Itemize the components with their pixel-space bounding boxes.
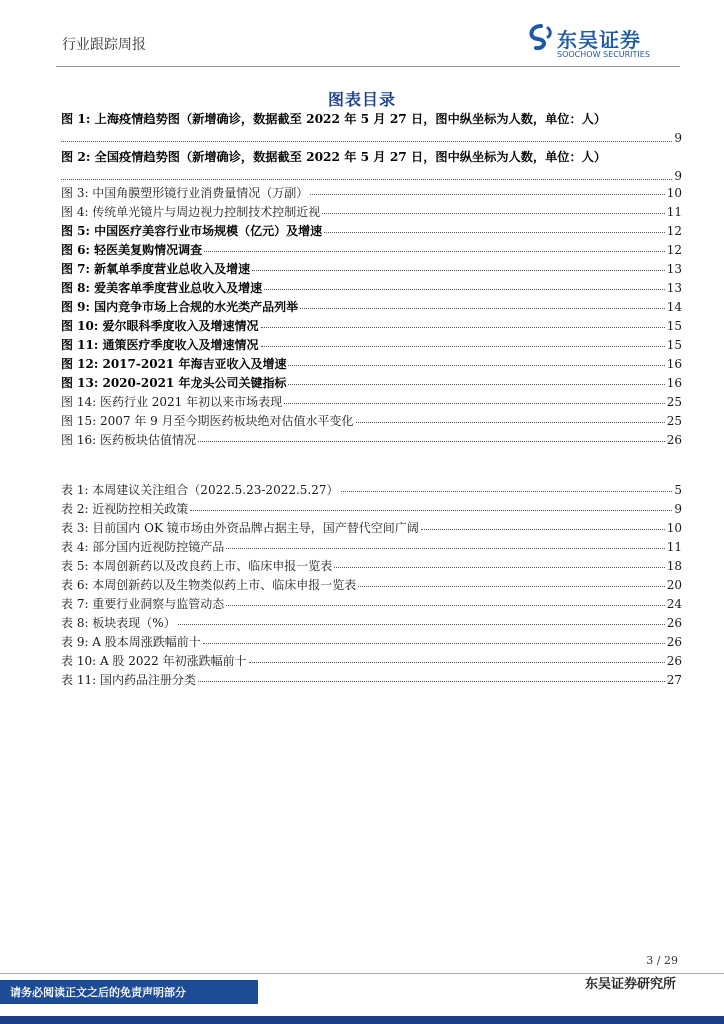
toc-table-entry[interactable] xyxy=(61,557,682,575)
toc-entry-page: 15 xyxy=(666,319,682,333)
toc-entry-page: 25 xyxy=(666,414,682,428)
toc-entry-page: 16 xyxy=(666,357,682,371)
toc-table-entry[interactable] xyxy=(61,614,682,632)
toc-entry-page: 12 xyxy=(666,243,682,257)
toc-entry-page: 11 xyxy=(666,205,682,219)
toc-entry-label: 图 16: 医药板块估值情况 xyxy=(61,433,196,447)
brand-name-en: SOOCHOW SECURITIES xyxy=(557,50,650,59)
toc-entry-label: 表 1: 本周建议关注组合（2022.5.23-2022.5.27） xyxy=(61,483,339,497)
toc-figure-entry[interactable] xyxy=(61,317,682,335)
toc-entry-label: 表 11: 国内药品注册分类 xyxy=(61,673,196,687)
toc-figure-entry[interactable] xyxy=(61,110,682,128)
toc-dot-leader xyxy=(322,201,664,214)
toc-dot-leader xyxy=(252,258,665,271)
toc-entry-page: 5 xyxy=(674,483,682,497)
toc-figure-entry[interactable] xyxy=(61,241,682,259)
toc-entry-page: 10 xyxy=(666,521,682,535)
toc-figure-entry[interactable] xyxy=(61,393,682,411)
toc-entry-label: 表 3: 目前国内 OK 镜市场由外资品牌占据主导，国产替代空间广阔 xyxy=(61,521,419,535)
toc-entry-label: 图 5: 中国医疗美容行业市场规模（亿元）及增速 xyxy=(61,224,323,238)
toc-entry-page: 14 xyxy=(666,300,682,314)
toc-entry-label: 图 1: 上海疫情趋势图（新增确诊，数据截至 2022 年 5 月 27 日，图中纵坐标为人数，单位：人） xyxy=(61,112,607,126)
toc-entry-page: 9 xyxy=(674,502,682,516)
toc-figure-entry[interactable] xyxy=(61,355,682,373)
toc-figure-entry[interactable] xyxy=(61,412,682,430)
toc-dot-leader xyxy=(300,296,665,309)
toc-dot-leader xyxy=(61,169,672,180)
toc-dot-leader xyxy=(190,498,672,511)
toc-dot-leader xyxy=(356,410,665,423)
toc-figure-entry[interactable] xyxy=(61,279,682,297)
toc-dot-leader xyxy=(198,669,665,682)
toc-table-entry[interactable] xyxy=(61,538,682,556)
toc-entry-page: 12 xyxy=(666,224,682,238)
toc-dot-leader xyxy=(178,612,665,625)
publisher-name: 东吴证券研究所 xyxy=(584,977,676,992)
toc-entry-page: 9 xyxy=(674,169,682,183)
toc-table-entry[interactable] xyxy=(61,481,682,499)
toc-entry-leader xyxy=(61,169,682,183)
toc-entry-label: 图 8: 爱美客单季度营业总收入及增速 xyxy=(61,281,263,295)
toc-title: 图表目录 xyxy=(327,90,396,109)
toc-entry-label: 表 5: 本周创新药以及改良药上市、临床申报一览表 xyxy=(61,559,333,573)
toc-figure-entry[interactable] xyxy=(61,431,682,449)
toc-table-entry[interactable] xyxy=(61,633,682,651)
toc-entry-page: 27 xyxy=(666,673,682,687)
page-indicator: 3 / 29 xyxy=(646,954,678,967)
toc-entry-label: 图 12: 2017-2021 年海吉亚收入及增速 xyxy=(61,357,287,371)
toc-table-entry[interactable] xyxy=(61,595,682,613)
toc-entry-label: 表 7: 重要行业洞察与监管动态 xyxy=(61,597,225,611)
toc-entry-page: 10 xyxy=(666,186,682,200)
toc-entry-label: 表 8: 板块表现（%） xyxy=(61,616,176,630)
toc-entry-label: 表 6: 本周创新药以及生物类似药上市、临床申报一览表 xyxy=(61,578,357,592)
toc-table-entry[interactable] xyxy=(61,652,682,670)
toc-table-entry[interactable] xyxy=(61,519,682,537)
toc-dot-leader xyxy=(288,353,664,366)
toc-entry-label: 图 3: 中国角膜塑形镜行业消费量情况（万副） xyxy=(61,186,309,200)
toc-figure-entry[interactable] xyxy=(61,260,682,278)
toc-figure-entry[interactable] xyxy=(61,374,682,392)
toc-entry-page: 25 xyxy=(666,395,682,409)
bottom-color-strip xyxy=(0,1016,724,1024)
toc-entry-page: 18 xyxy=(666,559,682,573)
toc-figure-entry[interactable] xyxy=(61,222,682,240)
disclaimer-banner xyxy=(0,980,258,1004)
toc-dot-leader xyxy=(334,555,664,568)
toc-entry-page: 24 xyxy=(666,597,682,611)
logo-mark-icon xyxy=(528,24,554,52)
toc-dot-leader xyxy=(226,536,664,549)
toc-dot-leader xyxy=(310,182,664,195)
toc-entry-label: 图 10: 爱尔眼科季度收入及增速情况 xyxy=(61,319,259,333)
toc-dot-leader xyxy=(284,391,665,404)
toc-dot-leader xyxy=(203,631,665,644)
toc-dot-leader xyxy=(61,131,672,142)
toc-dot-leader xyxy=(341,479,673,492)
toc-entry-label: 图 7: 新氧单季度营业总收入及增速 xyxy=(61,262,251,276)
toc-entry-page: 26 xyxy=(666,635,682,649)
toc-entry-page: 13 xyxy=(666,281,682,295)
toc-dot-leader xyxy=(421,517,665,530)
toc-dot-leader xyxy=(226,593,664,606)
toc-table-entry[interactable] xyxy=(61,500,682,518)
toc-entry-label: 表 4: 部分国内近视防控镜产品 xyxy=(61,540,225,554)
toc-entry-label: 图 14: 医药行业 2021 年初以来市场表现 xyxy=(61,395,283,409)
toc-entry-label: 图 11: 通策医疗季度收入及增速情况 xyxy=(61,338,259,352)
toc-entry-page: 9 xyxy=(674,131,682,145)
toc-entry-page: 26 xyxy=(666,433,682,447)
toc-entry-label: 图 13: 2020-2021 年龙头公司关键指标 xyxy=(61,376,287,390)
toc-entry-label: 表 9: A 股本周涨跌幅前十 xyxy=(61,635,201,649)
toc-entry-page: 16 xyxy=(666,376,682,390)
toc-dot-leader xyxy=(204,239,665,252)
toc-dot-leader xyxy=(264,277,665,290)
disclaimer-text: 请务必阅读正文之后的免责声明部分 xyxy=(10,986,186,999)
brand-logo xyxy=(528,22,678,62)
toc-entry-label: 图 9: 国内竞争市场上合规的水光类产品列举 xyxy=(61,300,299,314)
toc-figure-entry[interactable] xyxy=(61,336,682,354)
toc-dot-leader xyxy=(288,372,664,385)
toc-entry-leader xyxy=(61,131,682,145)
toc-dot-leader xyxy=(261,334,665,347)
toc-entry-page: 20 xyxy=(666,578,682,592)
toc-figure-entry[interactable] xyxy=(61,298,682,316)
report-type-label: 行业跟踪周报 xyxy=(62,37,146,53)
toc-entry-label: 图 15: 2007 年 9 月至今期医药板块绝对估值水平变化 xyxy=(61,414,354,428)
toc-dot-leader xyxy=(198,429,665,442)
toc-table-entry[interactable] xyxy=(61,576,682,594)
toc-entry-page: 26 xyxy=(666,654,682,668)
toc-dot-leader xyxy=(358,574,664,587)
brand-name-cn: 东吴证券 xyxy=(557,28,641,52)
toc-entry-label: 表 2: 近视防控相关政策 xyxy=(61,502,189,516)
toc-entry-label: 图 6: 轻医美复购情况调查 xyxy=(61,243,203,257)
toc-entry-page: 15 xyxy=(666,338,682,352)
toc-figure-entry[interactable] xyxy=(61,203,682,221)
toc-dot-leader xyxy=(249,650,665,663)
toc-entry-label: 图 2: 全国疫情趋势图（新增确诊，数据截至 2022 年 5 月 27 日，图中纵坐标为人数，单位：人） xyxy=(61,150,607,164)
toc-figure-entry[interactable] xyxy=(61,148,682,166)
toc-entry-page: 13 xyxy=(666,262,682,276)
toc-dot-leader xyxy=(324,220,665,233)
toc-table-entry[interactable] xyxy=(61,671,682,689)
header-divider xyxy=(56,66,680,67)
toc-dot-leader xyxy=(261,315,665,328)
toc-entry-label: 图 4: 传统单光镜片与周边视力控制技术控制近视 xyxy=(61,205,321,219)
toc-figure-entry[interactable] xyxy=(61,184,682,202)
toc-entry-page: 11 xyxy=(666,540,682,554)
toc-entry-label: 表 10: A 股 2022 年初涨跌幅前十 xyxy=(61,654,247,668)
toc-entry-page: 26 xyxy=(666,616,682,630)
